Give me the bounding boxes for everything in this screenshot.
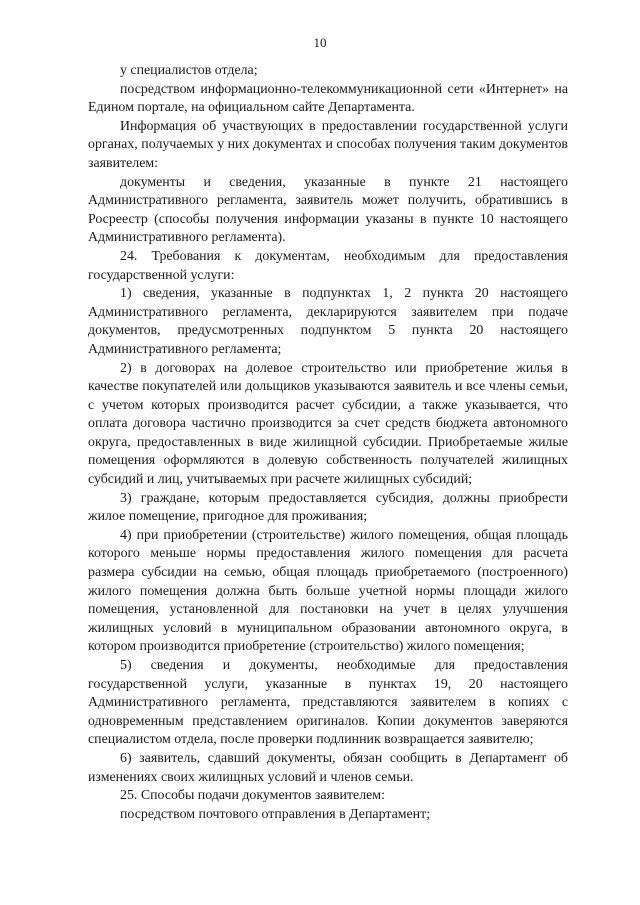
paragraph-specialists: у специалистов отдела;	[120, 63, 258, 78]
paragraph-subitem-6: 6) заявитель, сдавший документы, обязан сообщить в Департамент об изменениях своих жилищных условий и членов семьи.	[88, 750, 568, 785]
paragraph-item-25: 25. Способы подачи документов заявителем:	[120, 788, 385, 804]
paragraph-subitem-1: 1) сведения, указанные в подпунктах 1, 2 пункта 20 настоящего Административного регламента, декларируются заявителем при подаче документов, предусмотренных подпунктом 5 пункта 20 настоящего Административного регламента;	[88, 286, 568, 357]
paragraph-subitem-3: 3) граждане, которым предоставляется субсидия, должны приобрести жилое помещение, пригодное для проживания;	[88, 490, 568, 525]
paragraph-subitem-4: 4) при приобретении (строительстве) жилого помещения, общая площадь которого меньше нормы предоставления жилого помещения для расчета размера субсидии на семью, общая площадь приобретаемого (построенного) жилого помещения должна быть больше учетной нормы площади жилого помещения, установленной для постановки на учет в целях улучшения жилищных условий в муниципальном образовании автономного округа, в котором производится приобретение (строительство) жилого помещения;	[88, 527, 568, 655]
paragraph-item-24: 24. Требования к документам, необходимым для предоставления государственной услуги:	[88, 248, 568, 283]
paragraph-subitem-5: 5) сведения и документы, необходимые для предоставления государственной услуги, указанные в пунктах 19, 20 настоящего Административного регламента, представляются заявителем в копиях с одновременным представлением оригиналов. Копии документов заверяются специалистом отдела, после проверки подлинник возвращается заявителю;	[88, 658, 568, 748]
paragraph-internet: посредством информационно-телекоммуникационной сети «Интернет» на Едином портале, на официальном сайте Департамента.	[88, 81, 568, 116]
document-body	[88, 62, 568, 824]
paragraph-info-organs: Информация об участвующих в предоставлении государственной услуги органах, получаемых у них документах и способах получения таким документов заявителем:	[88, 118, 568, 171]
paragraph-rosreestr: документы и сведения, указанные в пункте 21 настоящего Административного регламента, заявитель может получить, обратившись в Росреестр (способы получения информации указаны в пункте 10 настоящего Административного регламента).	[88, 174, 568, 246]
paragraph-subitem-2: 2) в договорах на долевое строительство или приобретение жилья в качестве покупателей или дольщиков указываются заявитель и все члены семьи, с учетом которых производится расчет субсидии, а также указывается, что оплата договора частично производится за счет средств бюджета автономного округа, предоставленных в виде жилищной субсидии. Приобретаемые жилые помещения оформляются в долевую собственность получателей жилищных субсидий и лиц, учитываемых при расчете жилищных субсидий;	[88, 360, 568, 488]
paragraph-postal: посредством почтового отправления в Департамент;	[120, 806, 431, 822]
page-number: 10	[313, 35, 327, 50]
